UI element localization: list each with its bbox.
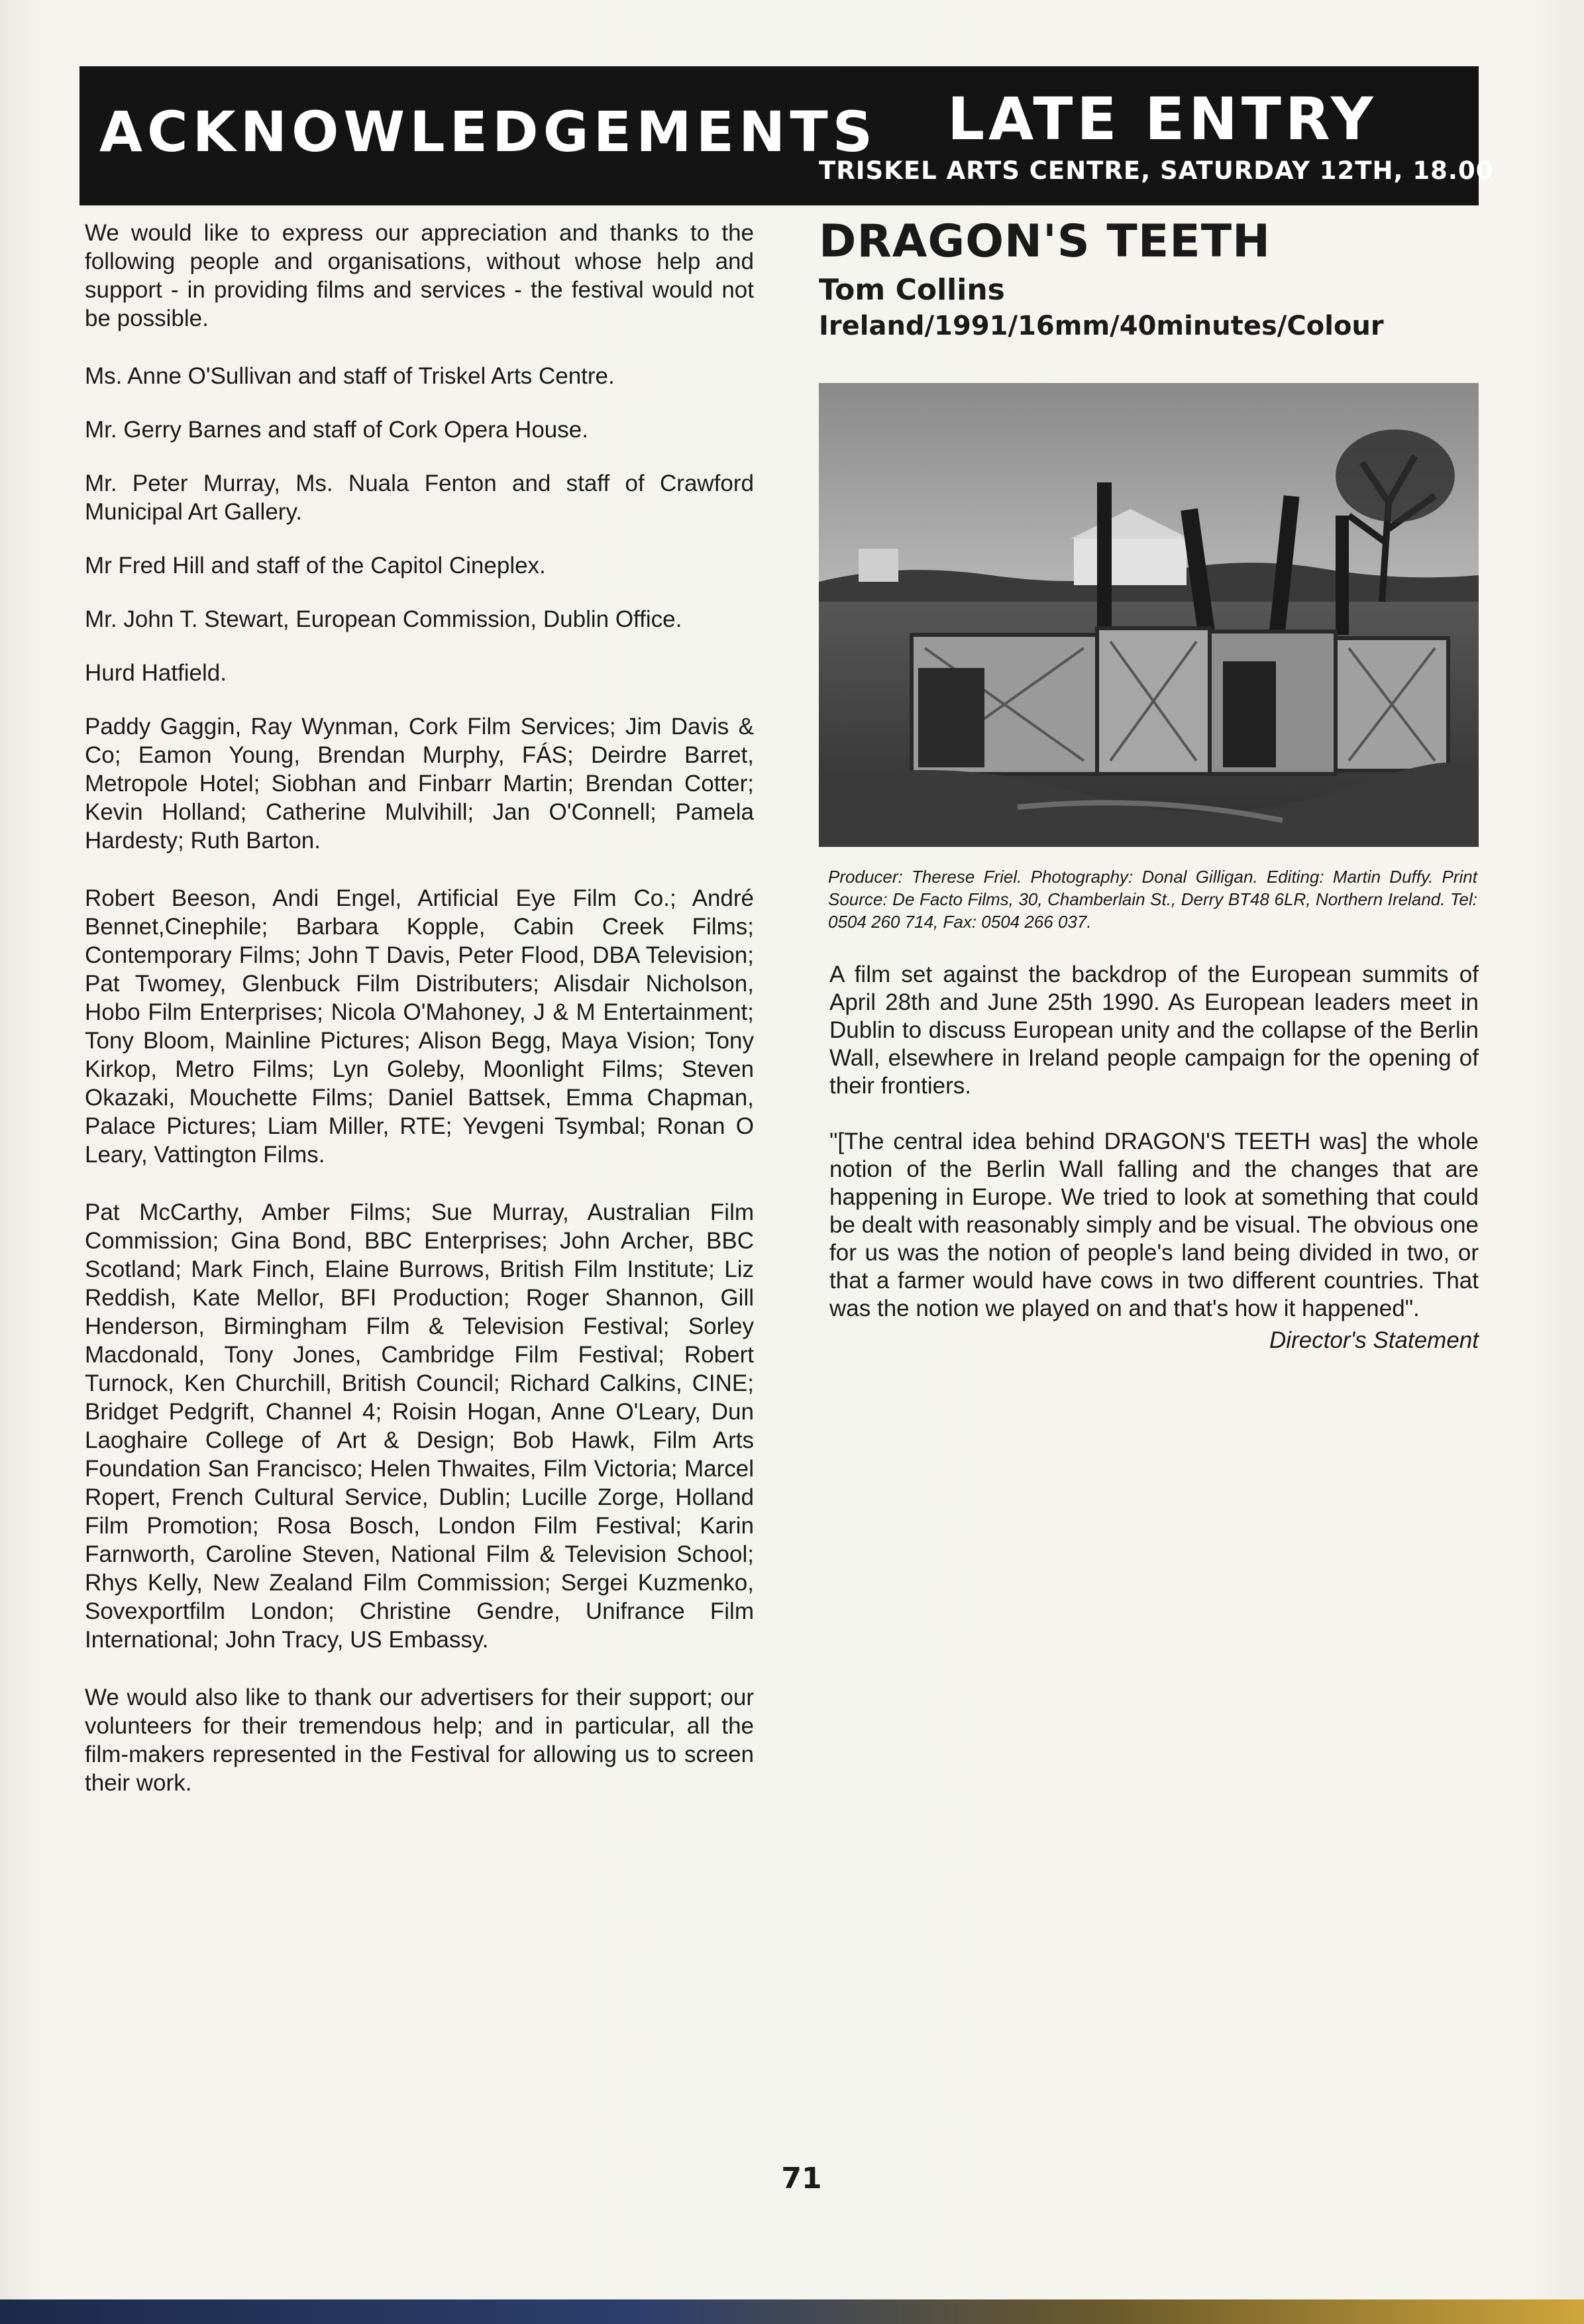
quote-attribution: Director's Statement bbox=[1269, 1327, 1479, 1353]
ack-paragraph: Robert Beeson, Andi Engel, Artificial Eye Film Co.; André Bennet,Cinephile; Barbara Kopple, Cabin Creek Films; Contemporary Films; John T Davis, Peter Flood, DBA Television; Pat Twomey, Glenbuck Film Distributers; Alisdair Nicholson, Hobo Film Enterprises; Nicola O'Mahoney, J & M Entertainment; Tony Bloom, Mainline Pictures; Alison Begg, Maya Vision; Tony Kirkop, Metro Films; Lyn Goleby, Moonlight Films; Steven Okazaki, Mouchette Films; Daniel Battsek, Emma Chapman, Palace Pictures; Liam Miller, RTE; Yevgeni Tsymbal; Ronan O Leary, Vattington Films. bbox=[85, 885, 754, 1168]
section-title: ACKNOWLEDGEMENTS bbox=[99, 99, 878, 164]
ack-paragraph: Mr. Peter Murray, Ms. Nuala Fenton and staff of Crawford Municipal Art Gallery. bbox=[85, 470, 754, 525]
director-quote: "[The central idea behind DRAGON'S TEETH was] the whole notion of the Berlin Wall falling and the changes that are happening in Europe. We tried to look at something that could be dealt with reasonably simply and be visual. The obvious one for us was the notion of people's land being divided in two, or that a farmer would have cows in two different countries. That was the notion we played on and that's how it happened". bbox=[829, 1129, 1479, 1321]
film-title: DRAGON'S TEETH bbox=[819, 215, 1271, 268]
film-still-photo bbox=[819, 383, 1479, 847]
screening-details: TRISKEL ARTS CENTRE, SATURDAY 12TH, 18.00 bbox=[819, 156, 1494, 185]
ack-paragraph: Pat McCarthy, Amber Films; Sue Murray, Australian Film Commission; Gina Bond, BBC Enterprises; John Archer, BBC Scotland; Mark Finch, Elaine Burrows, British Film Institute; Liz Reddish, Kate Mellor, BFI Production; Roger Shannon, Gill Henderson, Birmingham Film & Television Festival; Sorley Macdonald, Tony Jones, Cambridge Film Festival; Robert Turnock, Ken Churchill, British Council; Richard Calkins, CINE; Bridget Pedgrift, Channel 4; Roisin Hogan, Anne O'Leary, Dun Laoghaire College of Art & Design; Bob Hawk, Film Arts Foundation San Francisco; Helen Thwaites, Film Victoria; Marcel Ropert, French Cultural Service, Dublin; Lucille Zorge, Holland Film Promotion; Rosa Bosch, London Film Festival; Karin Farnworth, Caroline Steven, National Film & Television School; Rhys Kelly, New Zealand Film Commission; Sergei Kuzmenko, Sovexportfilm London; Christine Gendre, Unifrance Film International; John Tracy, US Embassy. bbox=[85, 1199, 754, 1653]
film-credits: Producer: Therese Friel. Photography: Donal Gilligan. Editing: Martin Duffy. Print Source: De Facto Films, 30, Chamberlain St., Derry BT48 6LR, Northern Ireland. Tel: 0504 260 714, Fax: 0504 266 037. bbox=[828, 867, 1477, 932]
film-still-illustration bbox=[819, 383, 1479, 847]
ack-paragraph: Mr Fred Hill and staff of the Capitol Cineplex. bbox=[85, 553, 546, 579]
ack-paragraph: We would also like to thank our advertisers for their support; our volunteers for their tremendous help; and in particular, all the film-makers represented in the Festival for allowing us to screen their work. bbox=[85, 1685, 754, 1796]
film-synopsis: A film set against the backdrop of the European summits of April 28th and June 25th 1990. As European leaders meet in Dublin to discuss European unity and the collapse of the Berlin Wall, elsewhere in Ireland people campaign for the opening of their frontiers. bbox=[829, 962, 1479, 1099]
ack-paragraph: Ms. Anne O'Sullivan and staff of Triskel Arts Centre. bbox=[85, 363, 615, 389]
ack-paragraph: Hurd Hatfield. bbox=[85, 660, 227, 686]
scan-edge-strip bbox=[0, 2299, 1584, 2324]
film-specs: Ireland/1991/16mm/40minutes/Colour bbox=[819, 311, 1384, 341]
ack-paragraph: Mr. Gerry Barnes and staff of Cork Opera House. bbox=[85, 417, 588, 443]
film-description bbox=[829, 961, 1479, 1355]
acknowledgements-column bbox=[85, 219, 754, 1824]
late-entry-title: LATE ENTRY bbox=[947, 85, 1377, 153]
ack-paragraph: Paddy Gaggin, Ray Wynman, Cork Film Services; Jim Davis & Co; Eamon Young, Brendan Murphy, FÁS; Deirdre Barret, Metropole Hotel; Siobhan and Finbarr Martin; Brendan Cotter; Kevin Holland; Catherine Mulvihill; Jan O'Connell; Pamela Hardesty; Ruth Barton. bbox=[85, 714, 754, 854]
film-director: Tom Collins bbox=[819, 273, 1005, 307]
page-number: 71 bbox=[781, 2162, 822, 2195]
film-entry bbox=[819, 212, 1479, 343]
ack-paragraph: We would like to express our appreciation and thanks to the following people and organisations, without whose help and support - in providing films and services - the festival would not be possible. bbox=[85, 220, 754, 331]
ack-paragraph: Mr. John T. Stewart, European Commission, Dublin Office. bbox=[85, 606, 682, 632]
